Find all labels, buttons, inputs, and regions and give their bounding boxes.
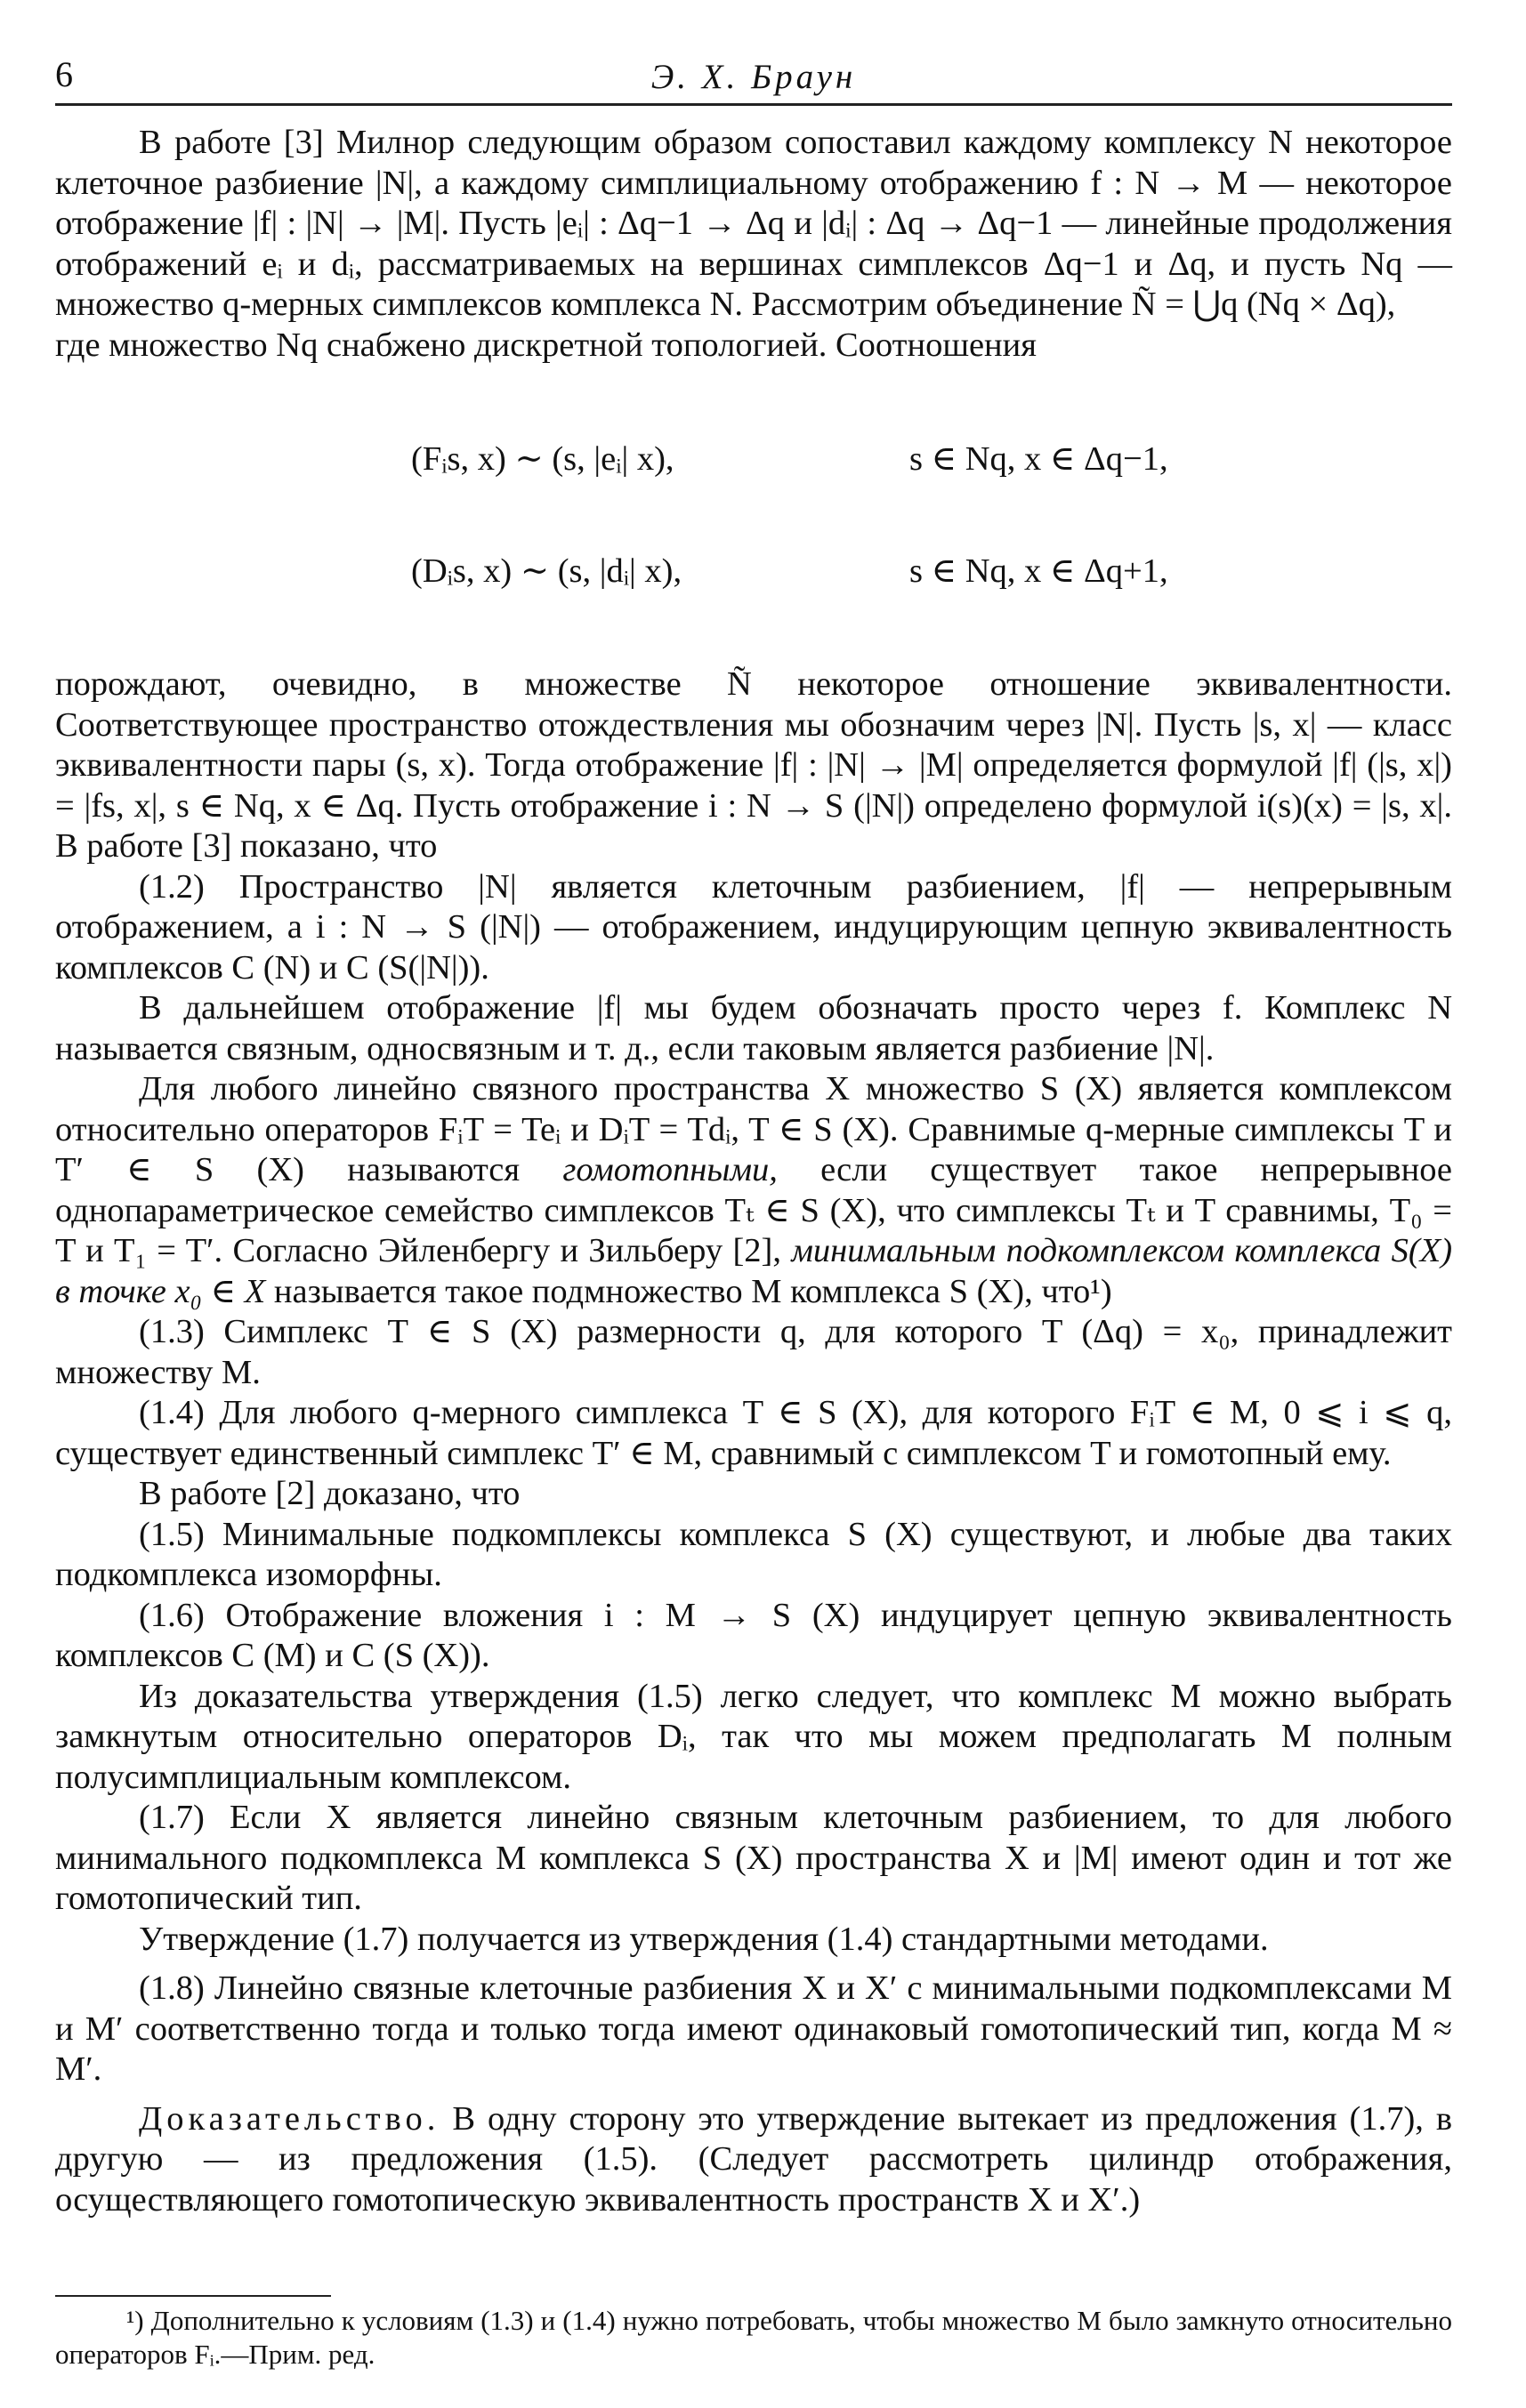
proof-heading: Доказательство. <box>139 2099 440 2138</box>
formula-line-1 <box>411 440 1452 478</box>
statement-1-4: (1.4) Для любого q-мерного симплекса T ∈ S (X), для которого FᵢT ∈ M, 0 ⩽ i ⩽ q, существует единственный симплекс T′ ∈ M, сравнимый с симплексом T и гомотопный ему. <box>55 1394 1452 1472</box>
definition-text-a: Для любого линейно связного пространства X множество S (X) является комплексом относительно операторов FᵢT = Teᵢ и DᵢT = Tdᵢ, T ∈ S (X). Сравнимые q-мерные симплексы T и T′ ∈ S (X) называются <box>55 1070 1452 1188</box>
paragraph-topology: где множество Nq снабжено дискретной топологией. Соотношения <box>55 326 1037 364</box>
paragraph-equivalence: порождают, очевидно, в множестве Ñ некоторое отношение эквивалентности. Соответствующее пространство отождествления мы обозначим через |N|. Пусть |s, x| — класс эквивалентности пары (s, x). Тогда отображение |f| : |N| → |M| определяется формулой |f| (|s, x|) = |fs, x|, s ∈ Nq, x ∈ Δq. Пусть отображение i : N → S (|N|) определено формулой i(s)(x) = |s, x|. В работе [3] показано, что <box>55 665 1452 865</box>
statement-1-3: (1.3) Симплекс T ∈ S (X) размерности q, для которого T (Δq) = x₀, принадлежит множеству M. <box>55 1313 1452 1391</box>
term-homotopic: гомотопными, <box>562 1151 778 1188</box>
paragraph-closed: Из доказательства утверждения (1.5) легко следует, что комплекс M можно выбрать замкнутым относительно операторов Dᵢ, так что мы можем предполагать M полным полусимплициальным комплексом. <box>55 1677 1452 1796</box>
term-minimal-subcomplex: минимальным подкомплексом комплекса S(X) в точке x₀ ∈ X <box>55 1232 1453 1310</box>
formula-line-2 <box>411 552 1452 590</box>
statement-1-2: (1.2) Пространство |N| является клеточным разбиением, |f| — непрерывным отображением, а i : N → S (|N|) — отображением, индуцирующим цепную эквивалентность комплексов C (N) и C (S(|N|)). <box>55 867 1452 987</box>
formula-2-right: s ∈ Nq, x ∈ Δq+1, <box>909 552 1168 590</box>
paragraph-notation: В дальнейшем отображение |f| мы будем обозначать просто через f. Комплекс N называется связным, односвязным и т. д., если таковым является разбиение |N|. <box>55 989 1452 1067</box>
paragraph-proof <box>55 2099 1452 2221</box>
formula-1-left: (Fᵢs, x) ∼ (s, |eᵢ| x), <box>411 440 674 478</box>
formula-2-left: (Dᵢs, x) ∼ (s, |dᵢ| x), <box>411 552 682 590</box>
paragraph-standard-methods: Утверждение (1.7) получается из утверждения (1.4) стандартными методами. <box>139 1920 1269 1958</box>
formula-block <box>55 366 1452 664</box>
running-head: Э. Х. Браун <box>650 58 857 96</box>
footnote-divider <box>55 2295 331 2297</box>
proof-text: В одну сторону это утверждение вытекает из предложения (1.7), в другую — из предложения (1.5). (Следует рассмотреть цилиндр отображения, осуществляющего гомотопическую эквивалентность пространств X и X′.) <box>55 2099 1452 2219</box>
statement-1-8: (1.8) Линейно связные клеточные разбиения X и X′ с минимальными подкомплексами M и M′ соответственно тогда и только тогда имеют одинаковый гомотопический тип, когда M ≈ M′. <box>55 1969 1452 2088</box>
definition-text-b: если существует такое непрерывное однопараметрическое семейство симплексов Tₜ ∈ S (X), что симплексы Tₜ и T сравнимы, T₀ = T и T₁ = T′. Согласно Эйленбергу и Зильберу [2], <box>55 1151 1453 1269</box>
page-header <box>55 46 1452 106</box>
footnote-text: ¹) Дополнительно к условиям (1.3) и (1.4) нужно потребовать, чтобы множество M было замкнуто относительно операторов Fᵢ.—Прим. ред. <box>55 2305 1452 2370</box>
statement-1-6: (1.6) Отображение вложения i : M → S (X) индуцирует цепную эквивалентность комплексов C (M) и C (S (X)). <box>55 1596 1452 1674</box>
paragraph-milnor: В работе [3] Милнор следующим образом сопоставил каждому комплексу N некоторое клеточное разбиение |N|, а каждому симплициальному отображению f : N → M — некоторое отображение |f| : |N| → |M|. Пусть |eᵢ| : Δq−1 → Δq и |dᵢ| : Δq → Δq−1 — линейные продолжения отображений eᵢ и dᵢ, рассматриваемых на вершинах симплексов Δq−1 и Δq, и пусть Nq — множество q-мерных симплексов комплекса N. Рассмотрим объединение Ñ = ⋃q (Nq × Δq), <box>55 124 1452 323</box>
page-number: 6 <box>55 54 73 94</box>
paragraph-proved: В работе [2] доказано, что <box>139 1475 521 1512</box>
statement-1-7: (1.7) Если X является линейно связным клеточным разбиением, то для любого минимального подкомплекса M комплекса S (X) пространства X и |M| имеют один и тот же гомотопический тип. <box>55 1799 1452 1917</box>
paragraph-minimal-definition <box>55 1069 1452 1312</box>
footnote <box>55 2304 1452 2372</box>
statement-1-5: (1.5) Минимальные подкомплексы комплекса S (X) существуют, и любые два таких подкомплекса изоморфны. <box>55 1515 1452 1593</box>
main-text <box>55 123 1452 2220</box>
definition-text-c: называется такое подмножество M комплекса S (X), что¹) <box>265 1272 1112 1310</box>
formula-1-right: s ∈ Nq, x ∈ Δq−1, <box>909 440 1168 478</box>
